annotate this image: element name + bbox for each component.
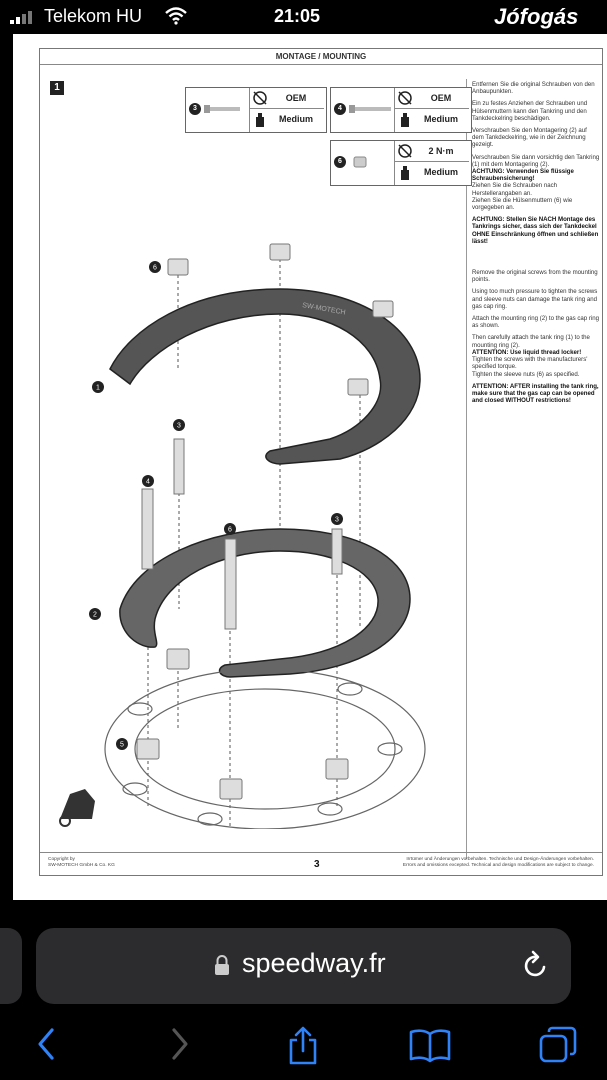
forward-button[interactable]: [166, 1026, 192, 1062]
section-title: MONTAGE / MOUNTING: [40, 49, 602, 65]
spacer: [137, 739, 159, 759]
status-bar: [0, 0, 607, 34]
instruction-en: Then carefully attach the tank ring (1) to the mounting ring (2).: [472, 334, 590, 349]
share-button[interactable]: [286, 1026, 320, 1066]
instruction-en: Remove the original screws from the mounting points.: [472, 269, 598, 284]
instruction-en: Tighten the sleeve nuts (6) as specified.: [472, 370, 580, 378]
instruction-text-column: [472, 81, 600, 409]
instruction-de: Entfernen Sie die original Schrauben von den Anbaupunkten.: [472, 81, 595, 96]
thread-locker-icon: [399, 112, 411, 128]
browser-toolbar: [0, 1010, 607, 1080]
watermark-logo: Jófogás: [494, 4, 579, 29]
spec-box-part-3: [185, 87, 327, 133]
spec-part-number: 4: [334, 103, 346, 115]
sleeve-nut: [168, 259, 188, 275]
sleeve-nut: [270, 244, 290, 260]
torque-wrench-icon: [397, 90, 413, 106]
disclaimer-de: Irrtümer und Änderungen vorbehalten. Technische und Design-Änderungen vorbehalten.: [406, 857, 594, 862]
instruction-de: Ziehen Sie die Hülsenmuttern (6) wie vorgegeben an.: [472, 196, 573, 212]
spec-torque: OEM: [430, 93, 452, 103]
thread-locker-icon: [399, 165, 411, 181]
mounting-ring: [120, 526, 410, 677]
bookmarks-button[interactable]: [408, 1026, 452, 1064]
motorcycle-logo-icon: [60, 789, 95, 826]
copyright-company: SW-MOTECH GmbH & Co. KG: [48, 863, 115, 868]
spacer: [167, 649, 189, 669]
document-footer: [40, 852, 602, 875]
document-viewer[interactable]: [13, 34, 607, 900]
spec-torque: 2 N·m: [428, 146, 454, 156]
previous-tab-preview[interactable]: [0, 928, 22, 1004]
sleeve-nut: [373, 301, 393, 317]
spec-torque: OEM: [285, 93, 307, 103]
instruction-de: Verschrauben Sie dann vorsichtig den Tankring (1) mit dem Montagering (2).: [472, 153, 600, 168]
attention-de: ACHTUNG: Stellen Sie NACH Montage des Tankrings sicher, dass sich der Tankdeckel OHNE Einschränkung öffnen und schließen lässt!: [472, 216, 599, 245]
spec-thread-locker: Medium: [423, 167, 458, 177]
instruction-en: Attach the mounting ring (2) to the gas cap ring as shown.: [472, 315, 600, 330]
url-text: speedway.fr: [242, 948, 386, 978]
instruction-en: Tighten the screws with the manufacturers' specified torque.: [472, 356, 588, 371]
instruction-de: Verschrauben Sie den Montagering (2) auf dem Tankdeckelring, wie in der Zeichnung gezeigt.: [472, 127, 587, 149]
back-button[interactable]: [34, 1026, 60, 1062]
page-number: 3: [314, 859, 320, 870]
instruction-en: Using too much pressure to tighten the screws and sleeve nuts can damage the tank ring and gas cap ring.: [472, 288, 598, 310]
callout: 6: [228, 526, 232, 534]
attention-en: ATTENTION: AFTER installing the tank ring, make sure that the gas cap can be opened and closed WITHOUT restrictions!: [472, 382, 599, 405]
screw: [332, 529, 342, 574]
torque-wrench-icon: [252, 90, 268, 106]
spec-box-part-4: [330, 87, 472, 133]
lock-icon: [214, 954, 230, 976]
step-number: 1: [50, 81, 64, 95]
spec-thread-locker: Medium: [423, 114, 458, 124]
callout: 5: [120, 741, 124, 749]
disclaimer-en: Errors and omissions excepted. Technical and design modifications are subject to change.: [402, 863, 594, 868]
signal-icon: [10, 11, 34, 24]
torque-wrench-icon: [397, 143, 413, 159]
tabs-button[interactable]: [538, 1026, 578, 1066]
callout: 3: [335, 516, 339, 524]
screw-icon: [204, 102, 244, 116]
column-divider: [466, 79, 467, 859]
carrier-name: Telekom HU: [44, 6, 143, 26]
wifi-icon: [165, 7, 187, 25]
mounting-instructions-page: [39, 48, 603, 876]
sleeve-nut-icon: [351, 154, 371, 170]
screw: [225, 539, 236, 629]
ring-label: SW-MOTECH: [301, 302, 347, 317]
long-screw-icon: [349, 102, 393, 116]
sleeve-nut: [348, 379, 368, 395]
instruction-de: Ziehen Sie die Schrauben nach Herstellerangaben an.: [472, 182, 558, 197]
callout: 1: [96, 384, 100, 392]
address-bar[interactable]: [36, 928, 571, 1004]
clock: 21:05: [274, 6, 321, 26]
callout: 3: [177, 422, 181, 430]
callout: 6: [153, 264, 157, 272]
spec-part-number: 6: [334, 156, 346, 168]
reload-icon[interactable]: [522, 950, 550, 980]
exploded-assembly-diagram: [40, 189, 466, 829]
spec-part-number: 3: [189, 103, 201, 115]
screw: [142, 489, 153, 569]
spec-thread-locker: Medium: [278, 114, 313, 124]
screw: [174, 439, 184, 494]
spacer: [326, 759, 348, 779]
copyright-line: Copyright by: [48, 857, 75, 862]
attention-en: ATTENTION: Use liquid thread locker!: [472, 348, 582, 356]
attention-de: ACHTUNG: Verwenden Sie flüssige Schraubensicherung!: [472, 168, 574, 183]
callout: 2: [93, 611, 97, 619]
instruction-de: Ein zu festes Anziehen der Schrauben und Hülsenmuttern kann den Tankring und den Tankdeckelring beschädigen.: [472, 100, 588, 122]
spacer: [220, 779, 242, 799]
thread-locker-icon: [254, 112, 266, 128]
spec-box-part-6: [330, 140, 472, 186]
callout: 4: [146, 478, 150, 486]
